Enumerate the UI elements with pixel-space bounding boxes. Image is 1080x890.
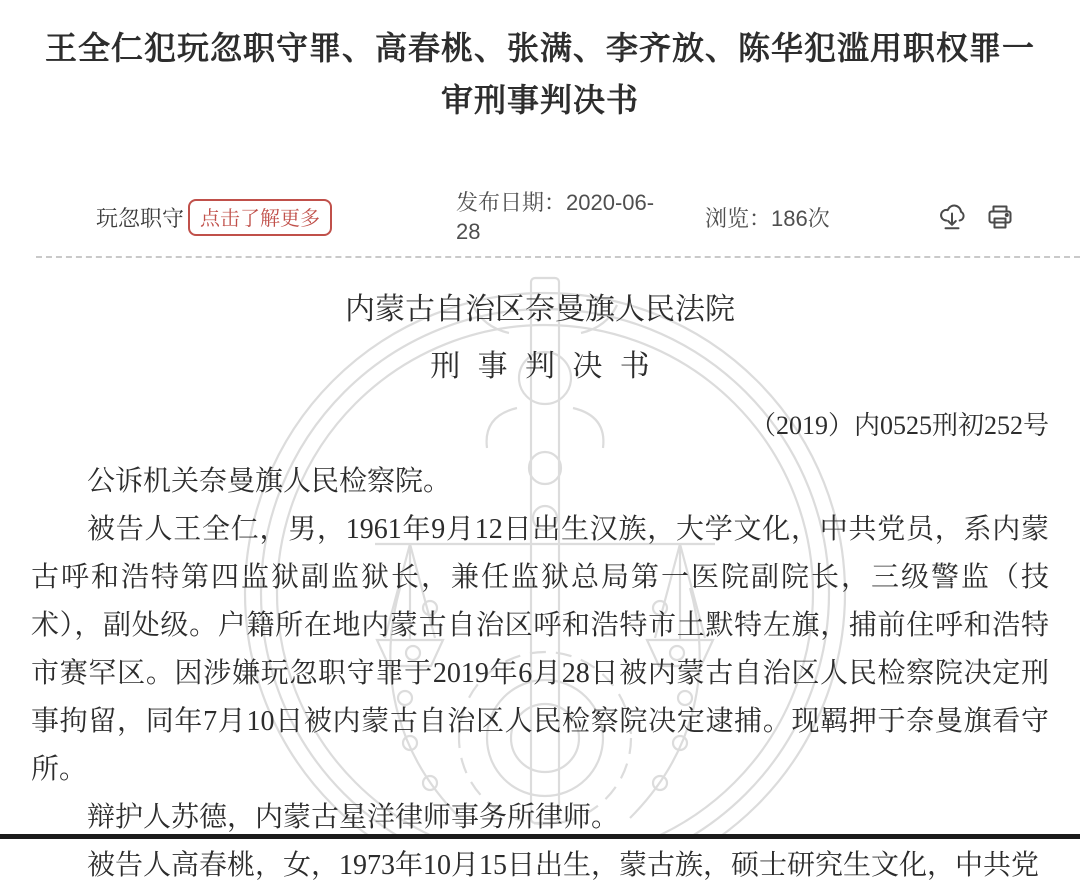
- page-title: 王全仁犯玩忽职守罪、高春桃、张满、李齐放、陈华犯滥用职权罪一审刑事判决书: [44, 30, 1035, 118]
- court-name: 内蒙古自治区奈曼旗人民法院: [345, 293, 735, 326]
- judgment-document: [31, 284, 1049, 890]
- download-button[interactable]: [936, 201, 968, 233]
- print-button[interactable]: [984, 201, 1016, 233]
- category-tag[interactable]: 玩忽职守: [96, 205, 185, 231]
- publish-date-value: 2020-06-28: [456, 190, 655, 244]
- bottom-bar: [0, 834, 1080, 839]
- printer-icon: [984, 201, 1016, 233]
- view-count-label: 浏览：: [705, 205, 772, 231]
- paragraph: 辩护人苏德，内蒙古星洋律师事务所律师。: [87, 802, 620, 833]
- publish-date-label: 发布日期：: [456, 190, 567, 215]
- view-count: [705, 202, 830, 233]
- view-count-value: 186次: [771, 205, 830, 231]
- publish-date: [456, 188, 661, 246]
- paragraph: 被告人王全仁，男，1961年9月12日出生汉族，大学文化，中共党员，系内蒙古呼和浩特第四监狱副监狱长，兼任监狱总局第一医院副院长，三级警监（技术），副处级。户籍所在地内蒙古自治区呼和浩特市土默特左旗，捕前住呼和浩特市赛罕区。因涉嫌玩忽职守罪于2019年6月28日被内蒙古自治区人民检察院决定刑事拘留，同年7月10日被内蒙古自治区人民检察院决定逮捕。现羁押于奈曼旗看守所。: [31, 514, 1049, 785]
- action-icons: [936, 201, 1016, 233]
- learn-more-badge[interactable]: 点击了解更多: [188, 199, 332, 236]
- paragraph: 被告人高春桃，女，1973年10月15日出生，蒙古族，硕士研究生文化，中共党: [87, 850, 1040, 881]
- doc-type-title: 刑事判决书: [430, 350, 668, 383]
- meta-bar: [96, 188, 1016, 246]
- paragraph: 公诉机关奈曼旗人民检察院。: [87, 466, 452, 497]
- cloud-download-icon: [936, 201, 968, 233]
- dashed-divider: [36, 256, 1080, 258]
- case-number: （2019）内0525刑初252号: [749, 411, 1049, 440]
